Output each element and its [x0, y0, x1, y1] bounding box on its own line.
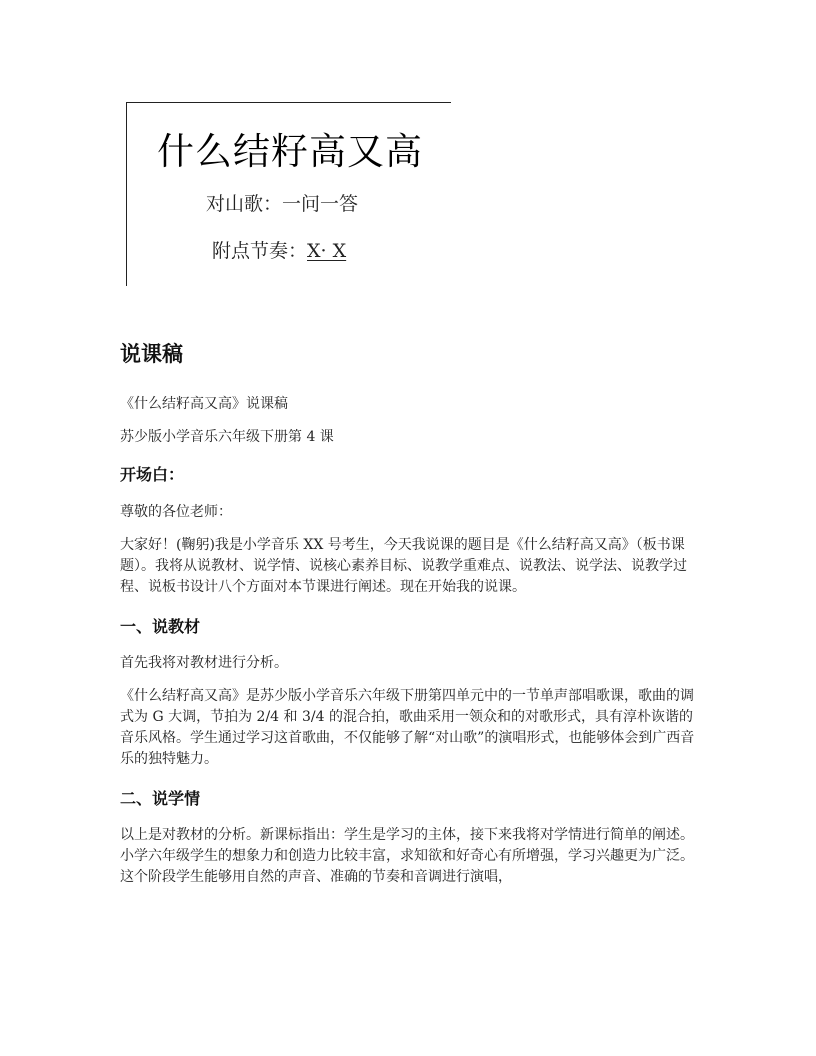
- section2-heading: 二、说学情: [120, 789, 201, 808]
- blackboard-design: [126, 102, 451, 286]
- board-line-rhythm: [212, 236, 346, 263]
- rhythm-label: 附点节奏：: [212, 240, 308, 262]
- section1-heading: 一、说教材: [120, 617, 201, 636]
- board-title: 什么结籽高又高: [157, 130, 423, 173]
- subtitle: 《什么结籽高又高》说课稿: [120, 396, 288, 412]
- opening-heading: 开场白：: [120, 465, 185, 484]
- rhythm-notation: X· X: [307, 240, 347, 262]
- greeting: 尊敬的各位老师：: [120, 504, 232, 520]
- course-info: 苏少版小学音乐六年级下册第 4 课: [120, 429, 334, 445]
- section1-paragraph-2: 《什么结籽高又高》是苏少版小学音乐六年级下册第四单元中的一节单声部唱歌课，歌曲的调式为 G 大调，节拍为 2/4 和 3/4 的混合拍，歌曲采用一领众和的对歌形式，具有淳朴诙谐的音乐风格。学生通过学习这首歌曲，不仅能够了解“对山歌”的演唱形式，也能够体会到广西音乐的独特魅力。: [120, 688, 695, 767]
- board-line-duet: 对山歌：一问一答: [206, 193, 359, 215]
- section2-paragraph-1: 以上是对教材的分析。新课标指出：学生是学习的主体，接下来我将对学情进行简单的阐述。小学六年级学生的想象力和创造力比较丰富，求知欲和好奇心有所增强，学习兴趣更为广泛。这个阶段学生能够用自然的声音、准确的节奏和音调进行演唱，: [120, 827, 694, 885]
- document-title: 说课稿: [120, 342, 183, 366]
- intro-paragraph: 大家好！(鞠躬)我是小学音乐 XX 号考生，今天我说课的题目是《什么结籽高又高》（板书课题）。我将从说教材、说学情、说核心素养目标、说教学重难点、说教法、说学法、说教学过程、说板书设计八个方面对本节课进行阐述。现在开始我的说课。: [120, 537, 687, 595]
- document-body: [120, 336, 700, 888]
- section1-paragraph-1: 首先我将对教材进行分析。: [120, 655, 288, 671]
